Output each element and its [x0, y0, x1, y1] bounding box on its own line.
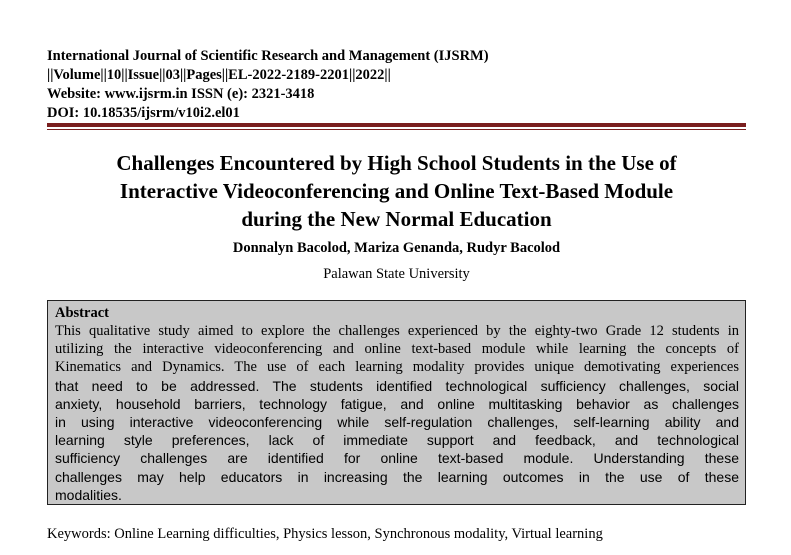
header-rule-thin [47, 129, 746, 130]
journal-header [47, 47, 489, 123]
abstract-line: modalities. [55, 486, 122, 503]
abstract-line: that need to be addressed. The students identified technological sufficiency challenges, social [55, 377, 739, 394]
abstract-line: sufficiency challenges are identified for online text-based module. Understanding these [55, 450, 739, 467]
abstract-line: utilizing the interactive videoconferencing and online text-based module while learning the concepts of [55, 341, 739, 358]
abstract-box [47, 300, 746, 505]
header-rule-thick [47, 123, 746, 127]
abstract-line: Kinematics and Dynamics. The use of each learning modality provides unique demotivating experiences [55, 359, 739, 376]
abstract-heading: Abstract [55, 305, 109, 321]
abstract-line: anxiety, household barriers, technology fatigue, and online multitasking behavior as challenges [55, 395, 739, 412]
journal-name: International Journal of Scientific Research and Management (IJSRM) [47, 48, 489, 64]
abstract-line: This qualitative study aimed to explore the challenges experienced by the eighty-two Grade 12 students in [55, 323, 739, 339]
abstract-line: challenges may help educators in increasing the learning outcomes in the use of these [55, 468, 739, 485]
volume-issue-line: ||Volume||10||Issue||03||Pages||EL-2022-2189-2201||2022|| [47, 67, 391, 83]
title-line: Challenges Encountered by High School Students in the Use of [116, 151, 677, 175]
abstract-line: learning style preferences, lack of immediate support and feedback, and technological [55, 432, 739, 449]
title-line: Interactive Videoconferencing and Online Text-Based Module [119, 179, 674, 203]
abstract-line: in using interactive videoconferencing while self-regulation challenges, self-learning ability and [55, 414, 739, 431]
title-line: during the New Normal Education [241, 207, 552, 231]
affiliation: Palawan State University [323, 266, 470, 282]
paper-title [47, 149, 746, 233]
doi-line: DOI: 10.18535/ijsrm/v10i2.el01 [47, 105, 240, 121]
website-issn-line: Website: www.ijsrm.in ISSN (e): 2321-3418 [47, 86, 315, 102]
author-list: Donnalyn Bacolod, Mariza Genanda, Rudyr Bacolod [232, 240, 561, 256]
keywords-line: Keywords: Online Learning difficulties, Physics lesson, Synchronous modality, Virtual learning [47, 526, 603, 542]
